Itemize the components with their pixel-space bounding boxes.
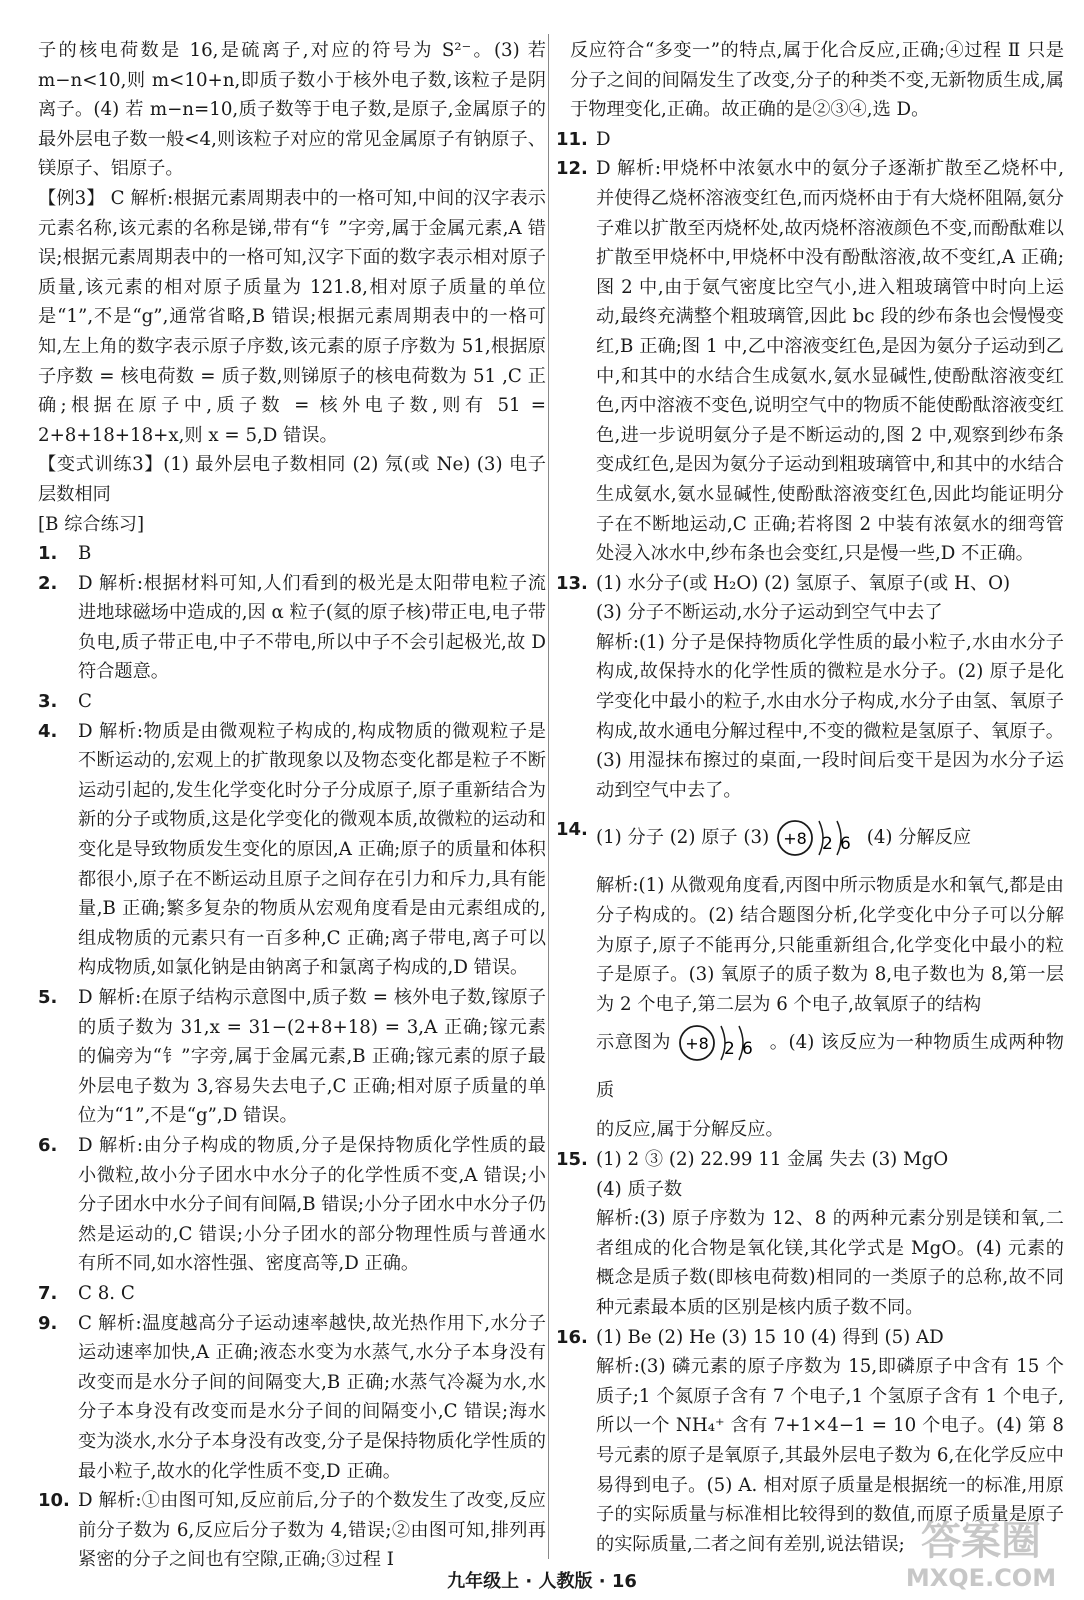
answer-line: (1) 水分子(或 H₂O) (2) 氢原子、氧原子(或 H、O) [596,572,1011,594]
shell-1-count: 2 [821,834,833,855]
answer-line: (3) 分子不断运动,水分子运动到空气中去了 [596,602,943,624]
answer-item-15 [556,1145,1064,1323]
item-number: 7. [38,1282,58,1304]
item-text: D 解析:甲烧杯中浓氨水中的氨分子逐渐扩散至乙烧杯中,并使得乙烧杯溶液变红色,而丙烧杯由于有大烧杯阻隔,氨分子难以扩散至丙烧杯处,故丙烧杯溶液颜色不变,而酚酞难以扩散至甲烧杯中,甲烧杯中没有酚酞溶液,故不变红,A 正确;图 2 中,由于氨气密度比空气小,进入粗玻璃管中时向上运动,最终充满整个粗玻璃管,因此 bc 段的纱布条也会慢慢变红,B 正确;图 1 中,乙中溶液变红色,是因为氨分子运动到乙中,和其中的水结合生成氨水,氨水显碱性,使酚酞溶液变红色,丙中溶液不变色,说明空气中的物质不能使酚酞溶液变红色,进一步说明氨分子是不断运动的,图 2 中,观察到纱布条变成红色,是因为氨分子运动到粗玻璃管中,和其中的水结合生成氨水,氨水显碱性,使酚酞溶液变红色,因此均能证明分子在不断地运动,C 正确;若将图 2 中装有浓氨水的细弯管处浸入冰水中,纱布条也会变红,只是慢一些,D 不正确。 [596,158,1064,565]
example-3: 【例3】 C 解析:根据元素周期表中的一格可知,中间的汉字表示元素名称,该元素的名称是锑,带有“钅”字旁,属于金属元素,A 错误;根据元素周期表中的一格可知,汉字下面的数字表示相对原子质量,该元素的相对原子质量为 121.8,相对原子质量的单位是“1”,不是“g”,通常省略,B 错误;根据元素周期表中的一格可知,左上角的数字表示原子序数,该元素的原子序数为 51,根据原子序数 = 核电荷数 = 质子数,则锑原子的核电荷数为 51 ,C 正确;根据在原子中,质子数 = 核外电子数,则有 51 = 2+8+18+18+x,则 x = 5,D 错误。 [38,187,546,446]
explanation-text: 。(4) 该反应为一种物质生成两种物质 [596,1032,1064,1102]
answer-item [38,983,546,1131]
item-text: D 解析:在原子结构示意图中,质子数 = 核外电子数,镓原子的质子数为 31,x = 31−(2+8+18) = 3,A 正确;镓元素的偏旁为“钅”字旁,属于金属元素,B 正确;镓元素的原子最外层电子数为 3,容易失去电子,C 正确;相对原子质量的单位为“1”,不是“g”,D 错误。 [78,987,546,1127]
item-number: 13. [556,572,588,594]
answer-item [38,1486,546,1575]
column-divider [548,34,549,1559]
item-number: 6. [38,1134,58,1156]
nucleus-label: +8 [783,829,807,849]
answer-item [38,687,546,717]
variant-training-3: 【变式训练3】(1) 最外层电子数相同 (2) 氖(或 Ne) (3) 电子层数相同 [38,454,546,505]
item-text: D 解析:根据材料可知,人们看到的极光是太阳带电粒子流进地球磁场中造成的,因 α 粒子(氦的原子核)带正电,电子带负电,质子带正电,中子不带电,所以中子不会引起极光,故 D 符合题意。 [78,572,546,683]
shell-1-count: 2 [724,1039,736,1060]
right-column [556,36,1064,1559]
explanation: 解析:(1) 分子是保持物质化学性质的最小粒子,水由水分子构成,故保持水的化学性质的微粒是水分子。(2) 原子是化学变化中最小的粒子,水由水分子构成,水分子由氢、氧原子构成,故水通电分解过程中,不变的微粒是氢原子、氧原子。(3) 用湿抹布擦过的桌面,一段时间后变干是因为水分子运动到空气中去了。 [596,631,1064,801]
answer-line: (1) Be (2) He (3) 15 10 (4) 得到 (5) AD [596,1326,944,1348]
watermark-logo [886,1512,1076,1594]
item-text: C [78,691,92,713]
item-number: 10. [38,1490,70,1512]
item-number: 15. [556,1149,588,1170]
explanation: 的反应,属于分解反应。 [596,1119,784,1141]
explanation: 解析:(1) 从微观角度看,丙图中所示物质是水和氧气,都是由分子构成的。(2) 结合题图分析,化学变化中分子可以分解为原子,原子不能再分,只能重新组合,化学变化中最小的粒子是原子。(3) 氧原子的质子数为 8,电子数也为 8,第一层为 2 个电子,第二层为 6 个电子,故氧原子的结构 [596,875,1064,1015]
item-number: 4. [38,720,58,742]
item-number: 9. [38,1312,58,1334]
answer-item [556,125,1064,155]
item-text: B [78,543,92,565]
item-text: D 解析:①由图可知,反应前后,分子的个数发生了改变,反应前分子数为 6,反应后分子数为 4,错误;②由图可知,排列再紧密的分子之间也有空隙,正确;③过程 Ⅰ [78,1490,546,1571]
shell-2-count: 6 [839,834,851,855]
explanation: 解析:(3) 原子序数为 12、8 的两种元素分别是镁和氧,二者组成的化合物是氧化镁,其化学式是 MgO。(4) 元素的概念是质子数(即核电荷数)相同的一类原子的总称,故不同种元素最本质的区别是核内质子数不同。 [596,1208,1064,1318]
answer-line: (4) 质子数 [596,1178,683,1200]
oxygen-atom-structure-diagram [677,1020,763,1066]
answer-item [38,539,546,569]
answer-text: (4) 分解反应 [866,827,972,849]
item-number: 12. [556,158,588,180]
explanation: 解析:(3) 磷元素的原子序数为 15,即磷原子中含有 15 个质子;1 个氮原子含有 7 个电子,1 个氢原子含有 1 个电子,所以一个 NH₄⁺ 含有 7+1×4−1 = 10 个电子。(4) 第 8 号元素的原子是氧原子,其最外层电子数为 6,在化学反应中易得到电子。(5) A. 相对原子质量是根据统一的标准,用原子的实际质量与标准相比较得到的数值,而原子质量是原子的实际质量,二者之间有差别,说法错误; [596,1356,1064,1555]
svg-text:MXQE.COM: MXQE.COM [905,1564,1057,1592]
answer-item [38,1279,546,1309]
paragraph-continuation: 反应符合“多变一”的特点,属于化合反应,正确;④过程 Ⅱ 只是分子之间的间隔发生了改变,分子的种类不变,无新物质生成,属于物理变化,正确。故正确的是②③④,选 D。 [570,40,1064,121]
answer-item-14 [556,815,1064,1145]
item-text: D [596,128,611,150]
item-number: 5. [38,987,58,1008]
item-number: 1. [38,543,58,565]
answer-item [38,1131,546,1279]
shell-2-count: 6 [742,1039,754,1060]
item-number: 2. [38,572,58,594]
answer-item [556,154,1064,568]
answer-item [38,1309,546,1487]
item-text: C 8. C [78,1282,135,1304]
item-number: 16. [556,1326,588,1348]
page-footer: 九年级上 · 人教版 · 16 [447,1571,637,1592]
answer-item [38,569,546,687]
nucleus-label: +8 [685,1034,710,1054]
item-text: D 解析:物质是由微观粒子构成的,构成物质的微观粒子是不断运动的,宏观上的扩散现象以及物态变化都是粒子不断运动引起的,发生化学变化时分子分成原子,原子重新结合为新的分子或物质,这是化学变化的微观本质,故微粒的运动和变化是导致物质发生变化的原因,A 正确;原子的质量和体积都很小,原子在不断运动且原子之间存在引力和斥力,具有能量,B 正确;繁多复杂的物质从宏观角度看是由元素组成的,组成物质的元素只有一百多种,C 正确;离子带电,离子可以构成物质,如氯化钠是由钠离子和氯离子构成的,D 错误。 [78,720,546,979]
item-number: 3. [38,691,58,713]
explanation-diagram-line [596,1019,1064,1115]
explanation-text: 示意图为 [596,1032,672,1054]
item-text: C 解析:温度越高分子运动速率越快,故光热作用下,水分子运动速率加快,A 正确;液态水变为水蒸气,水分子本身没有改变而是水分子间的间隔变大,B 正确;水蒸气冷凝为水,水分子本身没有改变而是水分子间的间隔变小,C 错误;海水变为淡水,水分子本身没有改变,分子是保持物质化学性质的最小粒子,故水的化学性质不变,D 正确。 [78,1312,546,1482]
item-number: 11. [556,128,588,150]
item-number: 14. [556,819,588,841]
answer-line: (1) 2 ③ (2) 22.99 11 金属 失去 (3) MgO [596,1149,949,1170]
answer-text: (1) 分子 (2) 原子 (3) [596,827,770,849]
oxygen-atom-structure-diagram [775,815,861,861]
item-text: D 解析:由分子构成的物质,分子是保持物质化学性质的最小微粒,故小分子团水中水分子的化学性质不变,A 错误;小分子团水中水分子间有间隔,B 错误;小分子团水中水分子仍然是运动的,C 错误;小分子团水的部分物理性质与普通水有所不同,如水溶性强、密度高等,D 正确。 [78,1134,546,1275]
answer-item-13 [556,569,1064,806]
left-column [38,36,546,1575]
section-heading: [B 综合练习] [38,513,145,535]
svg-text:答案圈: 答案圈 [921,1518,1041,1564]
paragraph-continuation: 子的核电荷数是 16,是硫离子,对应的符号为 S²⁻。(3) 若 m−n<10,则 m<10+n,即质子数小于核外电子数,该粒子是阴离子。(4) 若 m−n=10,质子数等于电子数,是原子,金属原子的最外层电子数一般<4,则该粒子对应的常见金属原子有钠原子、镁原子、铝原子。 [38,40,546,180]
answer-item [38,717,546,983]
answer-line [596,815,1064,861]
